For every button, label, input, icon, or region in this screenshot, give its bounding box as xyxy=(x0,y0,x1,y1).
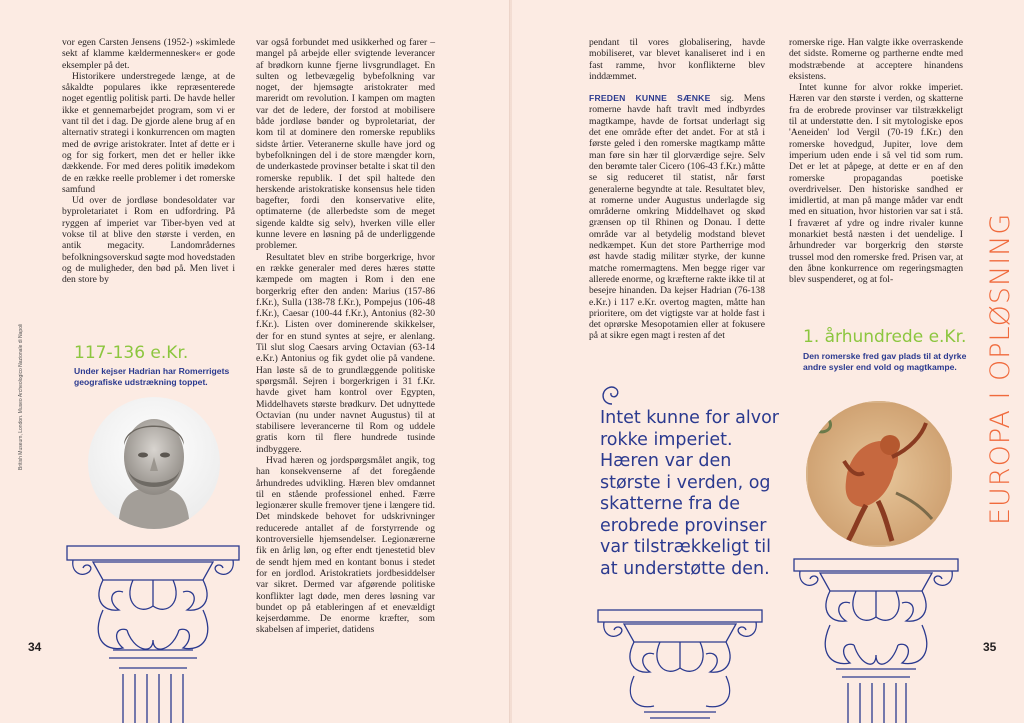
paragraph xyxy=(589,93,765,342)
pull-quote: Intet kunne for alvor rokke imperiet. Hæren var den største i verden, og skatterne fra de erobrede provinser var tilstrækkeligt til at understøtte den. xyxy=(600,408,779,579)
page-number-right: 35 xyxy=(983,640,997,654)
sidebar-date-heading: 1. århundrede e.Kr. xyxy=(803,327,967,347)
section-lead-in: FREDEN KUNNE SÆNKE xyxy=(589,93,711,104)
spiral-ornament-icon xyxy=(598,380,626,406)
paragraph: Resultatet blev en stribe borgerkrige, hvor en række generaler med deres hæres støtte kæmpede om magten i Rom i den ene borgerkrig efter den anden: Marius (157-86 f.Kr.), Sulla (138-78 f.Kr.), Pompejus (106-48 f.Kr.), Caesar (100-44 f.Kr.), Antonius (82-30 f.Kr.). Listen over dominerende skikkelser, der for en stund syntes at sejre, er alenlang. Til slut slog Caesars arving Octavian (63-14 e.Kr.) Antonius og fik gydet olie på vandene. Han løste så de to grundlæggende politiske spørgsmål. Sejren i borgerkrigen i 31 f.Kr. havde givet ham kontrol over Egypten, Middelhavets største brødkurv. Det udnyttede Octavian (nu under navnet Augustus) til at stabilisere leverancerne til Rom og uddele gratis korn til flere hundrede tusinde indbyggere. xyxy=(256,251,435,455)
paragraph: Hvad hæren og jordspørgsmålet angik, tog han konsekvenserne af det foregående århundredes udvikling. Hæren blev omdannet til en stående professionel enhed. Færre legionærer skulle fremover tjene i længere tid. Det mindskede behovet for udskrivninger reducerede antallet af de forstyrrende og kontroversielle hjemsendelser. Legionærerne fik en årlig løn, og efter endt tjenestetid blev de sendt hjem med en kontant bonus i stedet for en jordlod. Aristokratiets jordbesiddelser var sikret. Dermed var afgørende politiske konflikter lagt døde, men deres løsning var bundet op på etableringen af et enevældigt kejserdømme. De enorme kræfter, som skabelsen af imperiet, datidens xyxy=(256,454,435,636)
sidebar-caption: Under kejser Hadrian har Romerrigets geografiske udstrækning toppet. xyxy=(74,366,230,387)
sidebar-caption: Den romerske fred gav plads til at dyrke andre sysler end vold og magtkampe. xyxy=(803,351,967,372)
paragraph: vor egen Carsten Jensens (1952-) »skimlede sekt af klamme kældermennesker« er gode eksempler på det. xyxy=(62,37,235,71)
left-column-2 xyxy=(256,37,435,636)
fresco-image-icon xyxy=(806,401,952,547)
paragraph: Historikere understregede længe, at de såkaldte populares ikke repræsenterede noget egentlig politisk parti. De havde heller ikke et gennemarbejdet program, som vi er vant til det i dag. De gjorde alene brug af en alternativ strategi i konkurrencen om magten med de øvrige aristokrater. Intet af dette er i og for sig forkert, men det er heller ikke dækkende. For med deres politik imødekom de en række reelle problemer i det romerske samfund xyxy=(62,70,235,195)
paragraph: var også forbundet med usikkerhed og farer – mangel på arbejde eller svigtende leverancer af brødkorn kunne fjerne livsgrundlaget. En sulten og letbevægelig bybefolkning var noget, der hjemsøgte aristokrater med mareridt om revolution. I kampen om magten var det de ledere, der forstod at mobilisere både jordløse bønder og byproletariat, der kom til at dominere den romerske republiks sidste årtier. Veteranerne skulle have jord og bybefolkningen del i de store mængder korn, de underkastede provinser betalte i skat til den romerske republik. I det spil haltede den herskende aristokratiske konsensus hele tiden bagefter, fordi den konservative elite, optimaterne (de allerbedste som de meget sigende kaldte sig selv), hverken ville eller kunne levere en løsning på de underliggende problemer. xyxy=(256,37,435,252)
bust-image-icon xyxy=(88,397,220,529)
photo-credit: British Museum, London. Museo Archeologico Nazionale di Napoli xyxy=(18,323,24,470)
corinthian-column-right xyxy=(790,555,962,723)
page-number-left: 34 xyxy=(28,640,42,654)
paragraph-body: sig. Mens romerne havde haft travlt med indbyrdes magtkampe, havde de fortsat underlagt sig det ene område efter det andet. For at stå i første geled i den romerske magtkamp måtte man føre sin hær til glorværdige sejre. Selv den berømte taler Cicero (106-43 f.Kr.) måtte se sig reduceret til statist, når først generalerne begyndte at tale. Resultatet blev, at romerne under Augustus underlagde sig områderne omkring Middelhavet og skød grænsen op til Rhinen og Donau. I dette område var al betydelig modstand blevet nedkæmpet. Kun det store Partherrige mod øst havde stadig militær styrke, der kunne matche romermagtens. Men begge riger var allerede enorme, og kræfterne rakte ikke til at besejre hinanden. Da kejser Hadrian (76-138 e.Kr.) i 117 e.Kr. overtog magten, måtte han prioritere, om det vigtigste var at holde fast i det oprørske Mesopotamien eller at fokusere på at sikre egen magt i resten af det xyxy=(589,93,766,342)
right-column-1 xyxy=(589,37,765,342)
right-column-2 xyxy=(789,37,963,286)
paragraph: Intet kunne for alvor rokke imperiet. Hæren var den største i verden, og skatterne fra de erobrede provinser var tilstrækkeligt til at understøtte den. I sit mytologiske epos 'Aeneiden' lod Vergil (70-19 f.Kr.) den romerske hovedgud, Jupiter, love dem imperium uden ende i så vel tid som rum. Det er let at påpege, at dette er en af den romerske propagandas poetiske overdrivelser. Den historiske sandhed er imidlertid, at man på mange måder var endt med en situation, hvor historien var sat i stå. I fraværet af ydre og indre rivaler kunne monarkiet bestå næsten i det uendelige. I århundreder var borgerkrig den største trussel mod den romerske fred. Prisen var, at den åbne konkurrence om regeringsmagten blev suspenderet, og at fol- xyxy=(789,82,963,286)
paragraph: romerske rige. Han valgte ikke overraskende det sidste. Romerne og partherne endte med modstræbende at acceptere hinandens eksistens. xyxy=(789,37,963,82)
hadrian-bust-portrait xyxy=(88,397,220,529)
paragraph: pendant til vores globalisering, havde mobiliseret, var blevet kanaliseret ind i en fast ramme, hvor konflikterne blev inddæmmet. xyxy=(589,37,765,82)
left-column-1 xyxy=(62,37,235,286)
corinthian-column-middle xyxy=(594,606,766,723)
section-title-text: EUROPA I OPLØSNING xyxy=(985,212,1016,525)
running-section-title xyxy=(985,195,1024,525)
paragraph: Ud over de jordløse bondesoldater var byproletariatet i Rom en udfordring. På ryggen af imperiet var Tiber-byen ved at vokse til at blive den største i verden, en antik megacity. Landområdernes befolkningsoverskud søgte mod hovedstaden og de muligheder, den bød på. Men livet i den store by xyxy=(62,195,235,286)
corinthian-column-left xyxy=(63,540,243,723)
sidebar-date-heading: 117-136 e.Kr. xyxy=(74,343,189,363)
fresco-portrait xyxy=(806,401,952,547)
